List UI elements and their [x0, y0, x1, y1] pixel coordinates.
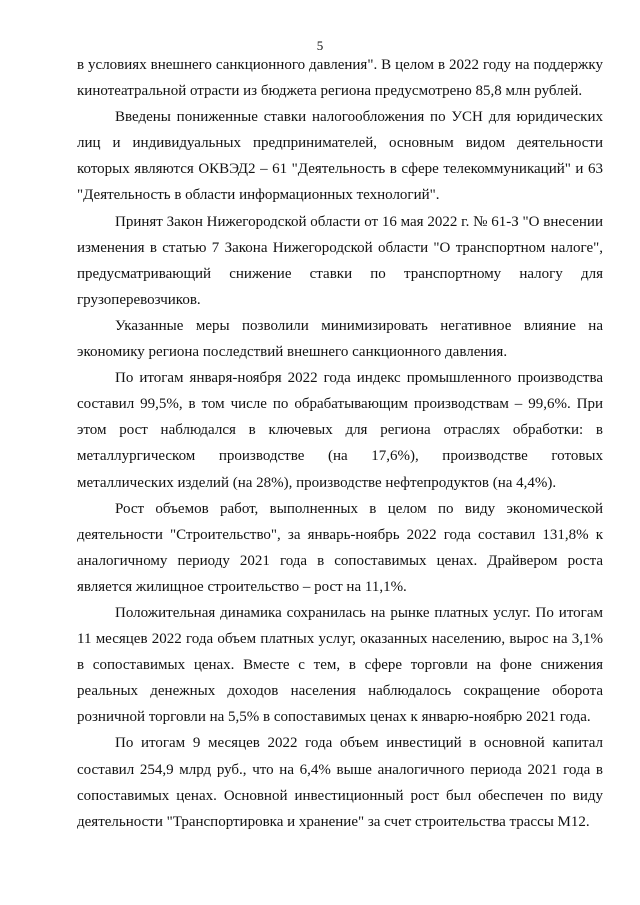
paragraph-construction: Рост объемов работ, выполненных в целом по виду экономической деятельности "Строительство", за январь-ноябрь 2022 года составил 131,8% к аналогичному периоду 2021 года в сопоставимых ценах. Драйвером роста является жилищное строительство – рост на 11,1%. [77, 500, 603, 595]
body-text [77, 52, 603, 835]
paragraph-cinema-support: в условиях внешнего санкционного давления". В целом в 2022 году на поддержку кинотеатральной отрасти из бюджета региона предусмотрено 85,8 млн рублей. [77, 57, 603, 100]
paragraph-sanctions-measures: Указанные меры позволили минимизировать негативное влияние на экономику региона последствий внешнего санкционного давления. [77, 317, 603, 361]
page-number: 5 [316, 38, 324, 53]
paragraph-usn-tax-rates: Введены пониженные ставки налогообложения по УСН для юридических лиц и индивидуальных предпринимателей, основным видом деятельности которых являются ОКВЭД2 – 61 "Деятельность в сфере телекоммуникаций" и 63 "Деятельность в области информационных технологий". [77, 109, 603, 204]
paragraph-transport-tax-law: Принят Закон Нижегородской области от 16 мая 2022 г. № 61-З "О внесении изменения в статью 7 Закона Нижегородской области "О транспортном налоге", предусматривающий снижение ставки по транспортному налогу для грузоперевозчиков. [77, 213, 603, 308]
paragraph-paid-services: Положительная динамика сохранилась на рынке платных услуг. По итогам 11 месяцев 2022 года объем платных услуг, оказанных населению, вырос на 3,1% в сопоставимых ценах. Вместе с тем, в сфере торговли на фоне снижения реальных денежных доходов населения наблюдалось сокращение оборота розничной торговли на 5,5% в сопоставимых ценах к январю-ноябрю 2021 года. [77, 604, 603, 726]
paragraph-investments: По итогам 9 месяцев 2022 года объем инвестиций в основной капитал составил 254,9 млрд руб., что на 6,4% выше аналогичного периода 2021 года в сопоставимых ценах. Основной инвестиционный рост был обеспечен по виду деятельности "Транспортировка и хранение" за счет строительства трассы М12. [77, 735, 603, 830]
paragraph-industrial-production: По итогам января-ноября 2022 года индекс промышленного производства составил 99,5%, в том числе по обрабатывающим производствам – 99,6%. При этом рост наблюдался в ключевых для региона отраслях обработки: в металлургическом производстве (на 17,6%), производстве готовых металлических изделий (на 28%), производстве нефтепродуктов (на 4,4%). [77, 370, 603, 491]
